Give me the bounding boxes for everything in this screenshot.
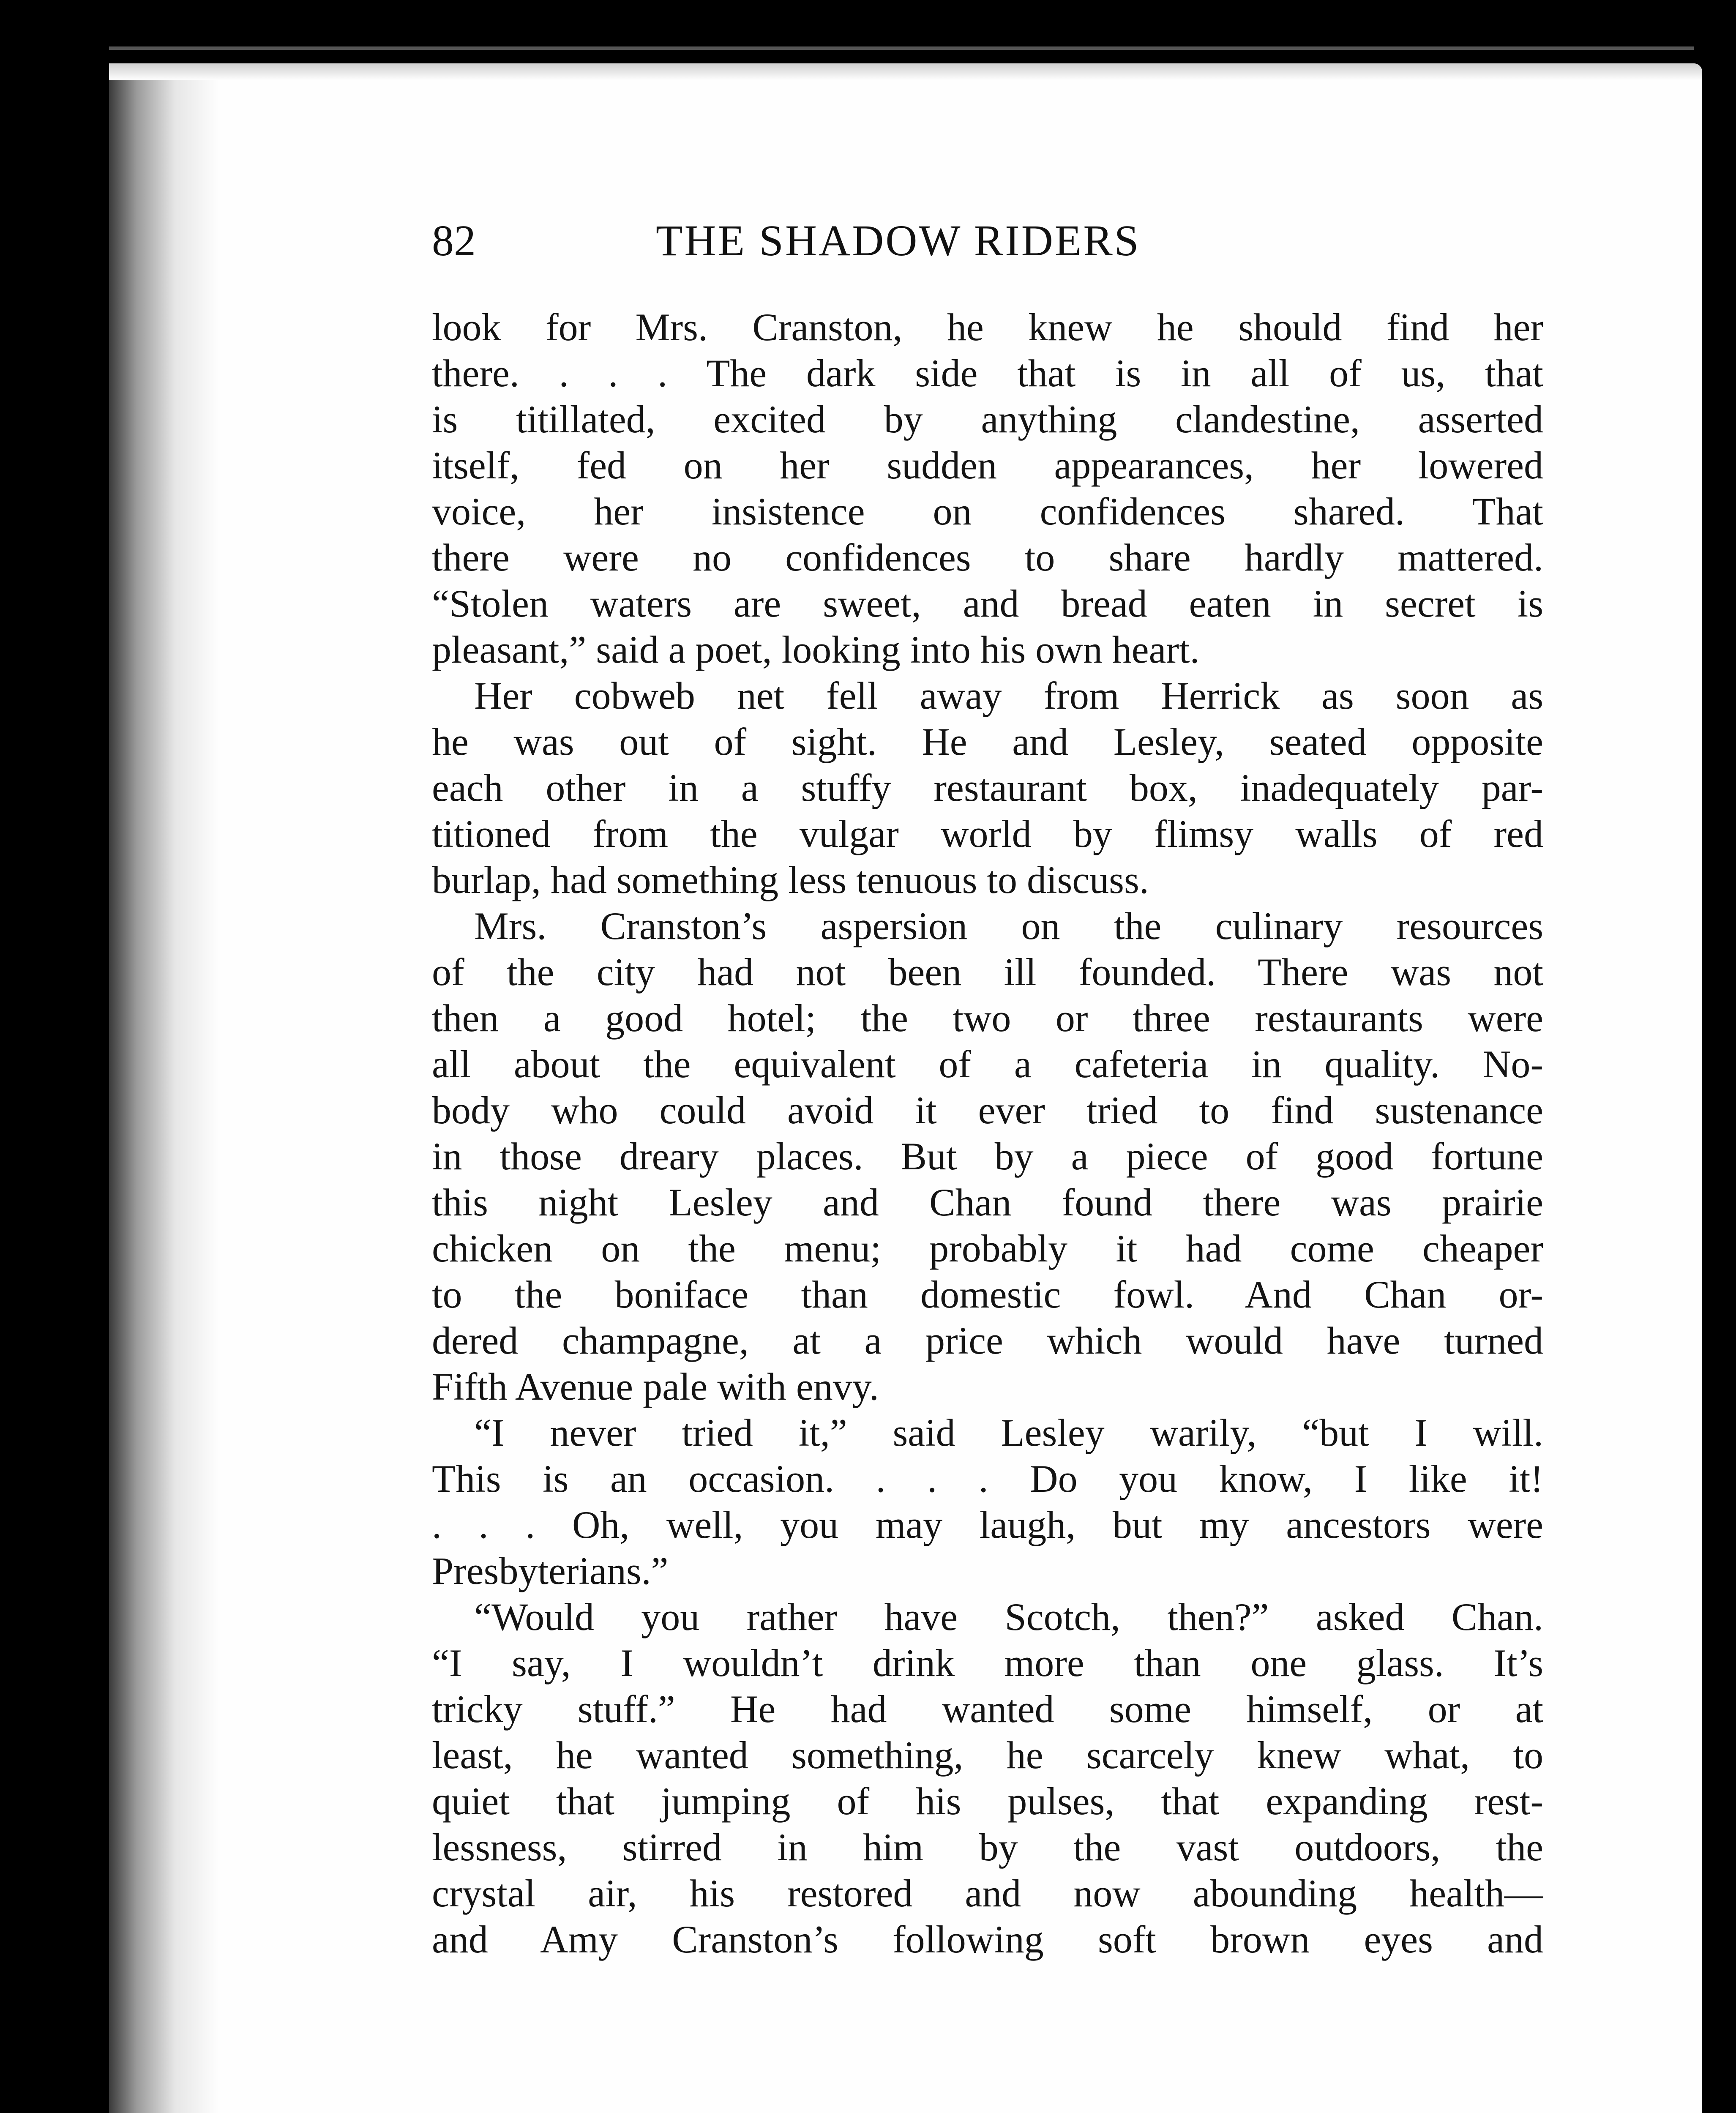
text-line: pleasant,” said a poet, looking into his own heart. — [432, 628, 1200, 671]
page-header — [432, 216, 1543, 270]
text-line: itself, fed on her sudden appearances, her lowered — [432, 444, 1543, 487]
page-number: 82 — [432, 216, 476, 265]
text-line: look for Mrs. Cranston, he knew he should find her — [432, 306, 1543, 349]
text-line: in those dreary places. But by a piece of good fortune — [432, 1135, 1543, 1178]
text-line: there. . . . The dark side that is in all of us, that — [432, 352, 1543, 395]
text-line: voice, her insistence on confidences shared. That — [432, 490, 1543, 533]
text-line: . . . Oh, well, you may laugh, but my ancestors were — [432, 1503, 1543, 1546]
text-line: of the city had not been ill founded. There was not — [432, 950, 1543, 994]
text-line: each other in a stuffy restaurant box, inadequately par- — [432, 766, 1543, 809]
text-line: lessness, stirred in him by the vast outdoors, the — [432, 1826, 1543, 1869]
text-line: Her cobweb net fell away from Herrick as soon as — [474, 674, 1543, 717]
text-line: This is an occasion. . . . Do you know, I like it! — [432, 1457, 1543, 1500]
text-line: Mrs. Cranston’s aspersion on the culinary resources — [474, 904, 1543, 947]
top-edge-shadow — [109, 63, 1702, 80]
text-line: “Would you rather have Scotch, then?” asked Chan. — [474, 1595, 1543, 1638]
body-text — [432, 304, 1543, 1963]
gutter-shadow — [109, 63, 219, 2113]
text-line: “I say, I wouldn’t drink more than one glass. It’s — [432, 1641, 1543, 1684]
text-line: least, he wanted something, he scarcely knew what, to — [432, 1734, 1543, 1777]
running-head: THE SHADOW RIDERS — [656, 216, 1141, 265]
text-line: quiet that jumping of his pulses, that expanding rest- — [432, 1780, 1543, 1823]
text-line: “Stolen waters are sweet, and bread eaten in secret is — [432, 582, 1543, 625]
text-line: body who could avoid it ever tried to find sustenance — [432, 1089, 1543, 1132]
text-line: “I never tried it,” said Lesley warily, “but I will. — [474, 1411, 1543, 1454]
text-line: there were no confidences to share hardly mattered. — [432, 536, 1543, 579]
text-line: and Amy Cranston’s following soft brown eyes and — [432, 1918, 1543, 1961]
text-line: Fifth Avenue pale with envy. — [432, 1365, 879, 1408]
text-line: then a good hotel; the two or three restaurants were — [432, 996, 1543, 1040]
text-line: is titillated, excited by anything clandestine, asserted — [432, 398, 1543, 441]
page-top-edge — [109, 46, 1694, 50]
text-line: to the boniface than domestic fowl. And Chan or- — [432, 1273, 1543, 1316]
text-line: he was out of sight. He and Lesley, seated opposite — [432, 720, 1543, 763]
text-line: titioned from the vulgar world by flimsy walls of red — [432, 812, 1543, 855]
text-line: burlap, had something less tenuous to discuss. — [432, 858, 1149, 901]
text-line: tricky stuff.” He had wanted some himself, or at — [432, 1687, 1543, 1731]
text-line: chicken on the menu; probably it had come cheaper — [432, 1227, 1543, 1270]
text-line: crystal air, his restored and now abounding health— — [432, 1872, 1543, 1915]
text-line: Presbyterians.” — [432, 1549, 669, 1592]
text-line: all about the equivalent of a cafeteria in quality. No- — [432, 1043, 1543, 1086]
text-line: this night Lesley and Chan found there was prairie — [432, 1181, 1543, 1224]
text-line: dered champagne, at a price which would have turned — [432, 1319, 1543, 1362]
